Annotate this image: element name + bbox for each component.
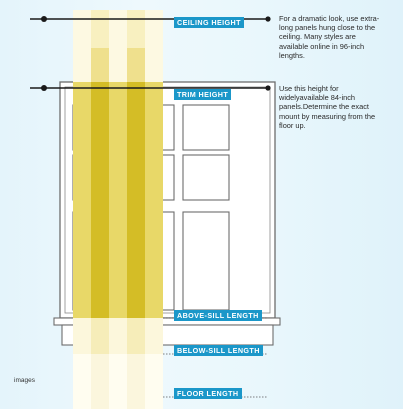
ceiling-rod-end (265, 16, 270, 21)
note-ceiling-height: For a dramatic look, use extra-long panels hung close to the ceiling. Many styles are available online in 96-inch lengths. (279, 14, 380, 60)
curtain-main-panel (73, 82, 163, 318)
curtain-ceiling-extension (73, 10, 163, 88)
ceiling-rod-finial (41, 16, 47, 22)
label-above-sill-length: ABOVE-SILL LENGTH (174, 310, 262, 321)
curtain-below-sill (73, 316, 163, 354)
trim-rod-finial (41, 85, 47, 91)
trim-rod-end (265, 85, 270, 90)
label-floor-length: FLOOR LENGTH (174, 388, 242, 399)
note-trim-height: Use this height for widelyavailable 84-inch panels.Determine the exact mount by measuring from the floor up. (279, 84, 376, 130)
label-below-sill-length: BELOW-SILL LENGTH (174, 345, 263, 356)
label-ceiling-height: CEILING HEIGHT (174, 17, 244, 28)
label-trim-height: TRIM HEIGHT (174, 89, 231, 100)
image-credit: images (14, 377, 35, 384)
